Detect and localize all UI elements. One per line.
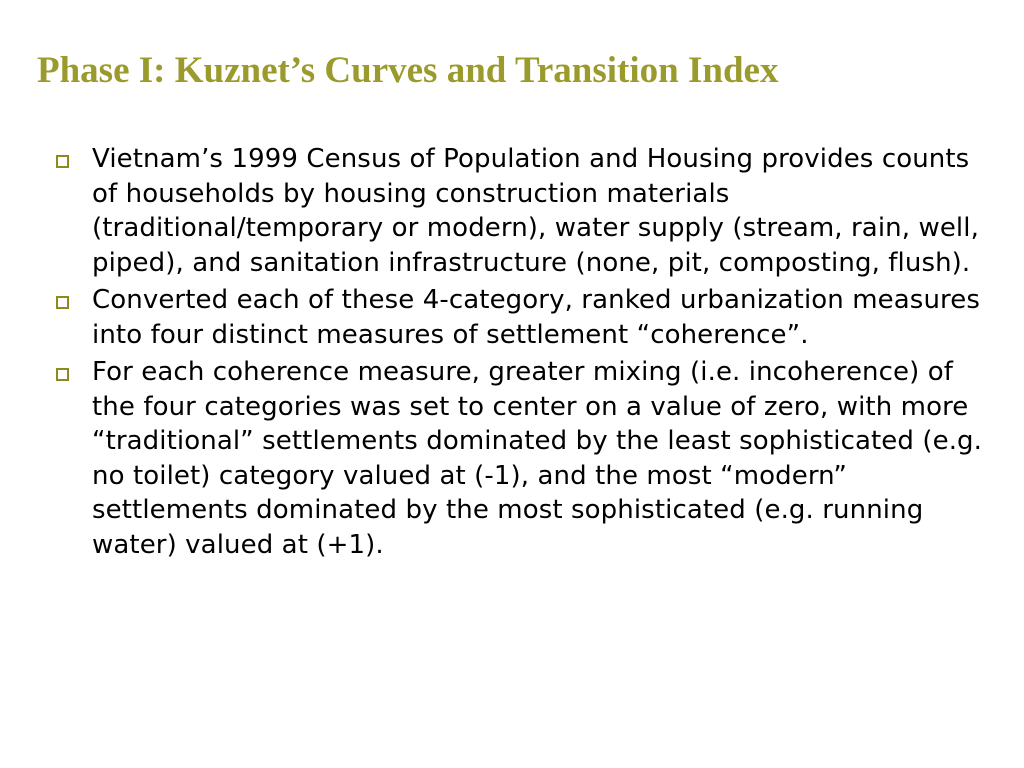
bullet-list — [92, 142, 992, 565]
square-bullet-icon — [56, 296, 69, 309]
square-bullet-icon — [56, 368, 69, 381]
bullet-text: For each coherence measure, greater mixing (i.e. incoherence) of the four categories was set to center on a value of zero, with more “traditional” settlements dominated by the least sophisticated (e.g. no toilet) category valued at (-1), and the most “modern” settlements dominated by the most sophisticated (e.g. running water) valued at (+1). — [92, 357, 983, 560]
bullet-item — [92, 355, 992, 562]
slide-title: Phase I: Kuznet’s Curves and Transition Index — [37, 50, 779, 91]
square-bullet-icon — [56, 155, 69, 168]
bullet-text: Converted each of these 4-category, ranked urbanization measures into four distinct measures of settlement “coherence”. — [92, 285, 980, 350]
bullet-text: Vietnam’s 1999 Census of Population and Housing provides counts of households by housing construction materials (traditional/temporary or modern), water supply (stream, rain, well, piped), and sanitation infrastructure (none, pit, composting, flush). — [92, 144, 979, 278]
bullet-item — [92, 142, 992, 280]
bullet-item — [92, 283, 992, 352]
